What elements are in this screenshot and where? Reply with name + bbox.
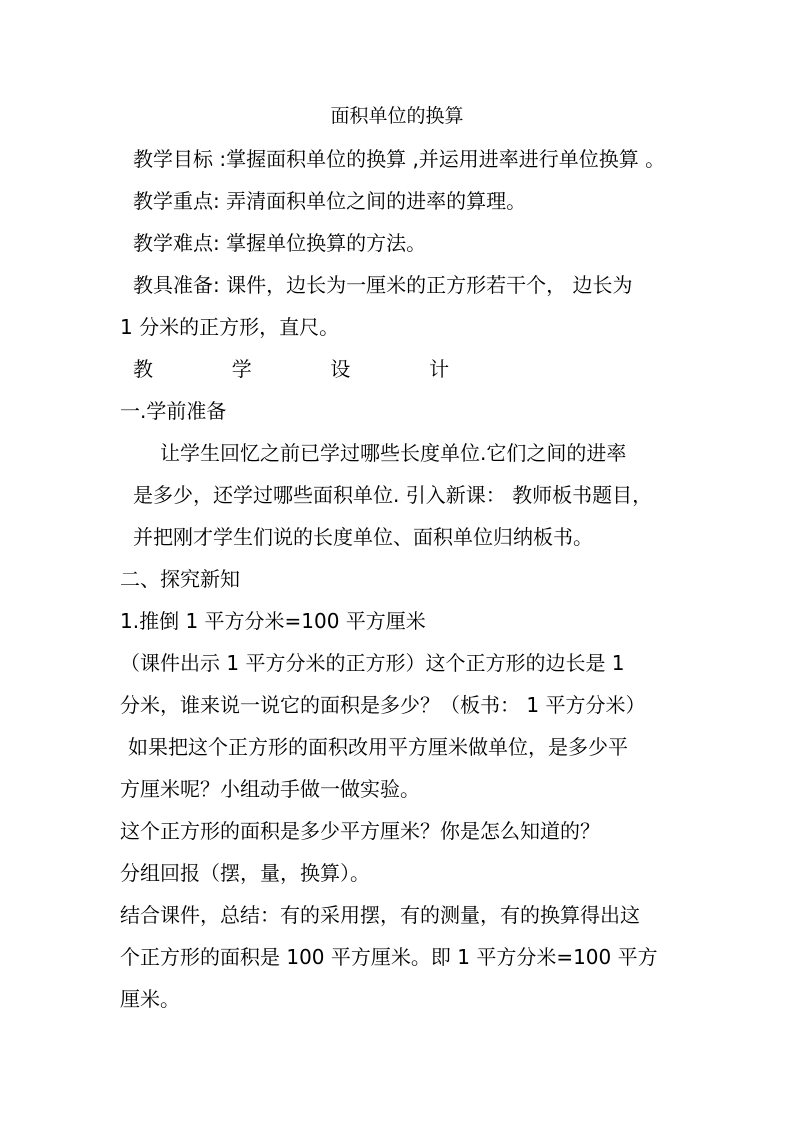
paragraph-line: 教学难点: 掌握单位换算的方法。 [133,231,427,255]
section-heading: 教 学 设 计 [133,357,472,381]
paragraph-line: 并把刚才学生们说的长度单位、面积单位归纳板书。 [133,525,593,549]
paragraph-line: 教学重点: 弄清面积单位之间的进率的算理。 [133,189,527,213]
paragraph-line: 教学目标 :掌握面积单位的换算 ,并运用进率进行单位换算 。 [133,147,666,171]
paragraph-line: 1 分米的正方形，直尺。 [120,315,340,339]
section-heading: 二、探究新知 [120,567,240,591]
paragraph-line: 如果把这个正方形的面积改用平方厘米做单位，是多少平 [128,735,628,759]
paragraph-line: 个正方形的面积是 100 平方厘米。即 1 平方分米=100 平方 [120,945,658,969]
paragraph-line: 教具准备: 课件，边长为一厘米的正方形若干个， 边长为 [133,273,633,297]
document-title: 面积单位的换算 [330,105,464,127]
paragraph-line: 是多少，还学过哪些面积单位. 引入新课： 教师板书题目， [133,483,653,507]
paragraph-line: 这个正方形的面积是多少平方厘米？你是怎么知道的？ [120,819,600,843]
paragraph-line: （课件出示 1 平方分米的正方形）这个正方形的边长是 1 [120,651,625,675]
paragraph-line: 让学生回忆之前已学过哪些长度单位.它们之间的进率 [160,441,627,465]
subsection-heading: 1.推倒 1 平方分米=100 平方厘米 [120,609,426,633]
section-heading: 一.学前准备 [120,399,227,423]
paragraph-line: 结合课件，总结：有的采用摆，有的测量，有的换算得出这 [120,903,640,927]
paragraph-line: 厘米。 [120,987,180,1011]
paragraph-line: 方厘米呢？小组动手做一做实验。 [120,777,420,801]
paragraph-line: 分组回报（摆，量，换算）。 [120,861,370,885]
paragraph-line: 分米，谁来说一说它的面积是多少？（板书： 1 平方分米） [120,693,646,717]
